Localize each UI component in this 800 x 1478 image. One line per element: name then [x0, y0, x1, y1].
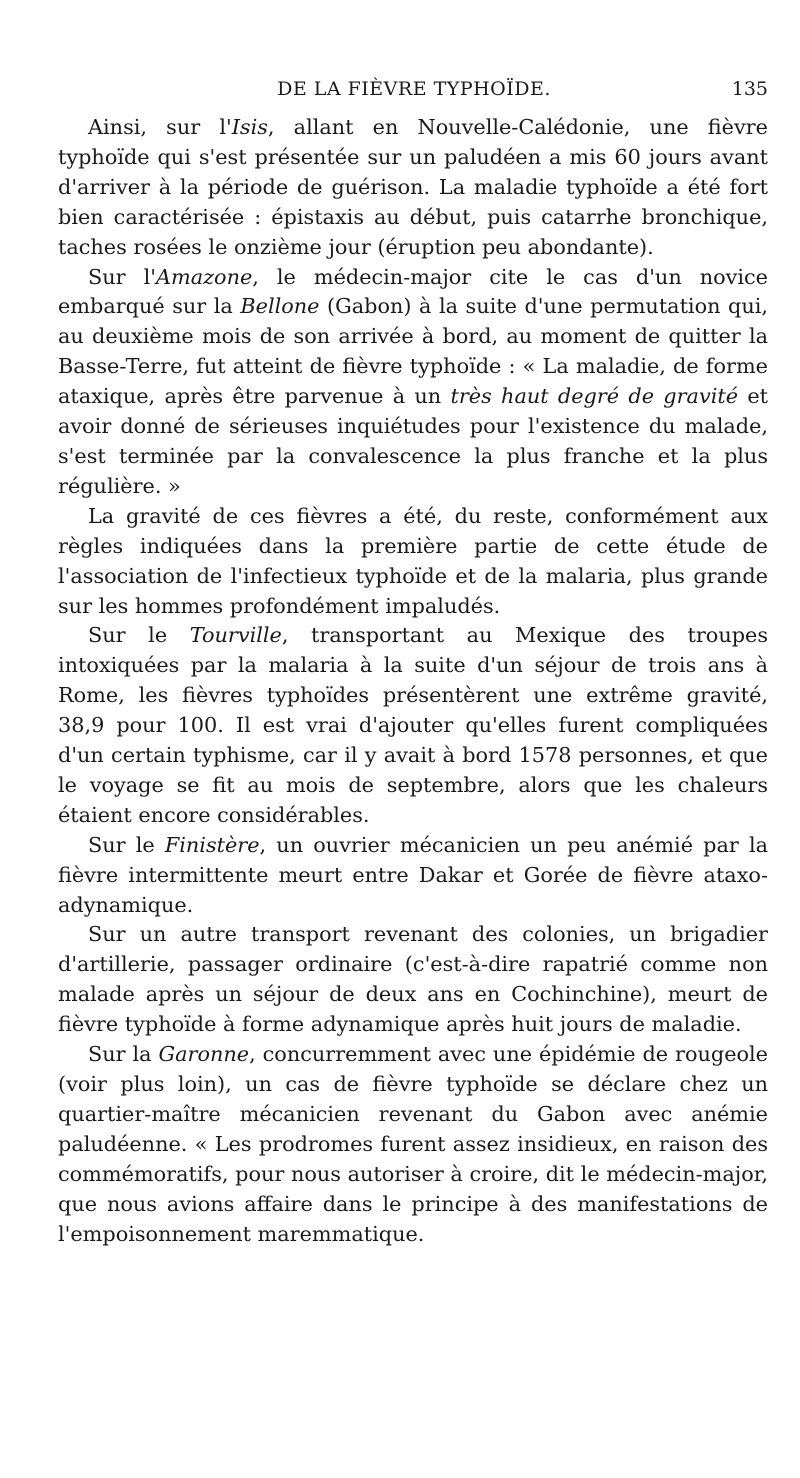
text-span: (Gabon) à la suite d'une permutation qui, au deuxième mois de son arrivée à bord, au moment de quitter la Basse-Terre, fut atteint de fièvre typhoïde : « La maladie, de forme ataxique, après être parvenue à un [58, 294, 769, 409]
text-span: Ainsi, sur l' [88, 115, 232, 139]
paragraph-amazone [58, 263, 768, 502]
ship-name: Garonne [158, 1042, 250, 1067]
emphasis: très haut degré de gravité [450, 384, 739, 409]
text-span: , le médecin-major cite le cas d'un novice embarqué sur la [58, 264, 768, 319]
ship-name: Bellone [240, 294, 320, 319]
text-span: et avoir donné de sérieuses inquiétudes pour l'existence du malade, s'est terminée par la convalescence la plus franche et la plus régulière. » [58, 384, 768, 498]
text-span: , un ouvrier mécanicien un peu anémié par la fièvre intermittente meurt entre Dakar et Gorée de fièvre ataxo-adynamique. [58, 832, 768, 917]
ship-name: Isis [231, 115, 268, 139]
ship-name: Amazone [155, 264, 253, 289]
text-span: , allant en Nouvelle-Calédonie, une fièvre typhoïde qui s'est présentée sur un paludéen a mis 60 jours avant d'arriver à la période de guérison. La maladie typhoïde a été fort bien caractérisée : épistaxis au début, puis catarrhe bronchique, taches rosées le onzième jour (éruption peu abondante). [58, 115, 768, 259]
page-number: 135 [731, 78, 768, 100]
paragraph-finistere [58, 831, 768, 921]
text-span: , transportant au Mexique des troupes intoxiquées par la malaria à la suite d'un séjour de trois ans à Rome, les fièvres typhoïdes présentèrent une extrême gravité, 38,9 pour 100. Il est vrai d'ajouter qu'elles furent compliquées d'un certain typhisme, car il y avait à bord 1578 personnes, et que le voyage se fit au mois de septembre, alors que les chaleurs étaient encore considérables. [58, 623, 768, 827]
running-head [60, 78, 768, 106]
text-span: Sur la [88, 1042, 159, 1067]
body-text [58, 113, 768, 1249]
running-title: DE LA FIÈVRE TYPHOÏDE. [277, 78, 551, 100]
ship-name: Tourville [189, 623, 282, 648]
text-span: Sur l' [88, 264, 156, 289]
text-span: , concurremment avec une épidémie de rougeole (voir plus loin), un cas de fièvre typhoïde se déclare chez un quartier-maître mécanicien revenant du Gabon avec anémie paludéenne. « Les prodromes furent assez insidieux, en raison des commémoratifs, pour nous autoriser à croire, dit le médecin-major, que nous avions affaire dans le principe à des manifestations de l'empoisonnement maremmatique. [58, 1042, 768, 1246]
text-span: Sur un autre transport revenant des colonies, un brigadier d'artillerie, passager ordinaire (c'est-à-dire rapatrié comme non malade après un séjour de deux ans en Cochinchine), meurt de fièvre typhoïde à forme adynamique après huit jours de maladie. [58, 922, 768, 1037]
text-span: La gravité de ces fièvres a été, du reste, conformément aux règles indiquées dans la première partie de cette étude de l'association de l'infectieux typhoïde et de la malaria, plus grande sur les hommes profondément impaludés. [58, 503, 768, 618]
paragraph-gravite [58, 502, 768, 622]
paragraph-transport [58, 920, 768, 1040]
paragraph-isis [58, 113, 768, 263]
ship-name: Finistère [164, 832, 260, 857]
paragraph-tourville [58, 621, 768, 830]
text-span: Sur le [88, 623, 190, 648]
paragraph-garonne [58, 1040, 768, 1249]
text-span: Sur le [88, 832, 165, 857]
